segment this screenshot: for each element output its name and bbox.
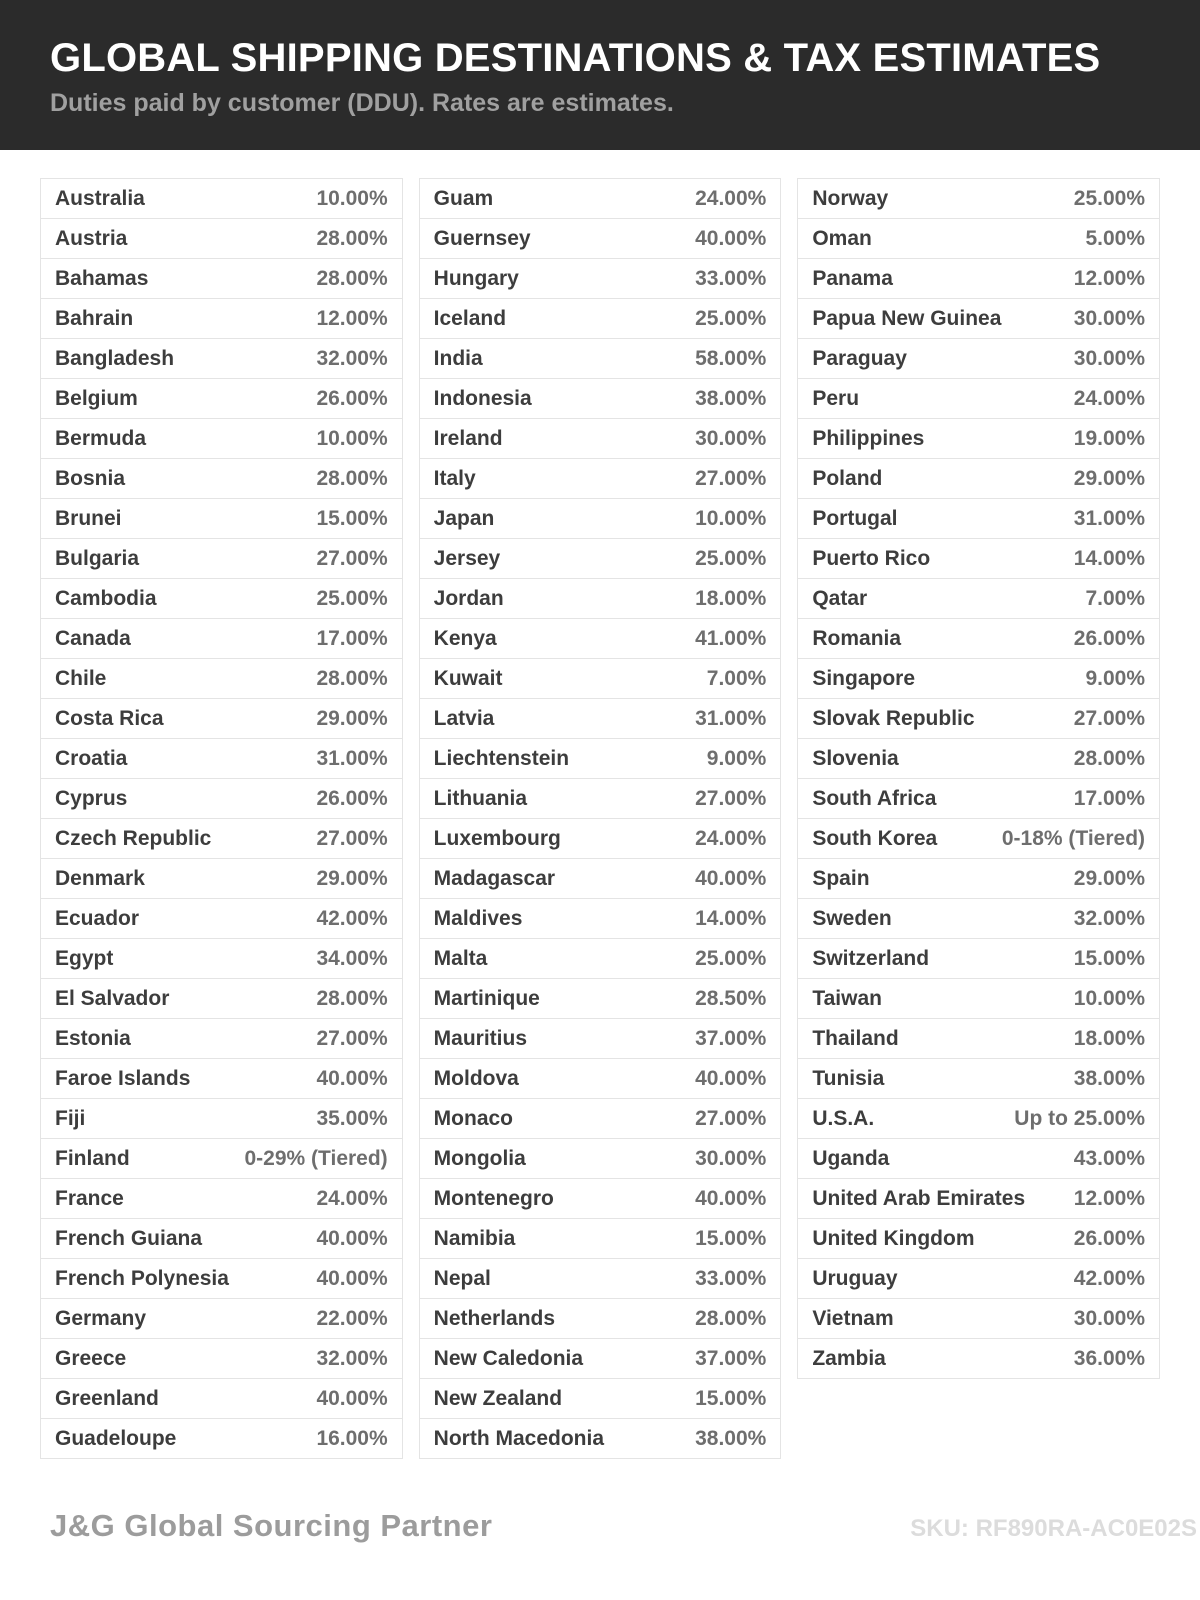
country-name: Australia — [55, 186, 145, 210]
country-name: Sweden — [812, 906, 892, 930]
table-row — [798, 699, 1159, 739]
tax-rate: 34.00% — [316, 946, 388, 970]
country-name: Ireland — [433, 426, 503, 450]
tax-rate: 26.00% — [316, 386, 388, 410]
tax-rate: 10.00% — [316, 426, 388, 450]
tax-rate: 24.00% — [695, 186, 767, 210]
tax-rate: 40.00% — [695, 1066, 767, 1090]
tax-rate: 40.00% — [316, 1226, 388, 1250]
tax-rate: 31.00% — [1073, 506, 1146, 530]
country-name: Faroe Islands — [55, 1066, 191, 1090]
tax-rate: 7.00% — [1085, 586, 1146, 610]
table-row — [420, 859, 781, 899]
tax-rate: 9.00% — [706, 746, 767, 770]
country-name: India — [433, 346, 483, 370]
country-name: Bahamas — [55, 266, 149, 290]
country-name: Costa Rica — [55, 706, 164, 730]
country-name: Indonesia — [433, 386, 532, 410]
country-name: Luxembourg — [433, 826, 561, 850]
tax-rate: 10.00% — [695, 506, 767, 530]
country-name: Mauritius — [433, 1026, 528, 1050]
table-row — [420, 219, 781, 259]
country-name: Moldova — [433, 1066, 519, 1090]
tax-rate: 28.00% — [695, 1306, 767, 1330]
table-row — [420, 779, 781, 819]
tax-rate: 29.00% — [316, 706, 388, 730]
country-name: Guernsey — [433, 226, 531, 250]
table-row — [41, 939, 402, 979]
table-row — [41, 539, 402, 579]
country-name: El Salvador — [55, 986, 170, 1010]
country-name: Uruguay — [812, 1266, 898, 1290]
tax-rate: 33.00% — [695, 1266, 767, 1290]
table-row — [420, 939, 781, 979]
table-row — [41, 1179, 402, 1219]
table-row — [798, 1179, 1159, 1219]
tax-rate: 28.00% — [1073, 746, 1146, 770]
country-name: Malta — [433, 946, 488, 970]
tax-rate: 25.00% — [695, 946, 767, 970]
country-name: Tunisia — [812, 1066, 885, 1090]
table-row — [798, 1139, 1159, 1179]
country-name: Nepal — [433, 1266, 491, 1290]
tax-rate: 27.00% — [695, 466, 767, 490]
tax-rate: 42.00% — [1073, 1266, 1146, 1290]
country-name: Cyprus — [55, 786, 128, 810]
tax-rate: 30.00% — [1073, 306, 1146, 330]
tax-rate: 40.00% — [316, 1066, 388, 1090]
tax-rate: 25.00% — [695, 306, 767, 330]
country-name: Maldives — [433, 906, 523, 930]
country-name: New Caledonia — [433, 1346, 584, 1370]
country-name: Uganda — [812, 1146, 890, 1170]
table-row — [41, 1219, 402, 1259]
table-row — [41, 179, 402, 219]
table-row — [420, 1259, 781, 1299]
table-row — [420, 1059, 781, 1099]
country-name: Iceland — [433, 306, 507, 330]
page-title: GLOBAL SHIPPING DESTINATIONS & TAX ESTIMATES — [50, 36, 1101, 80]
country-name: Brunei — [55, 506, 122, 530]
tax-rate: 15.00% — [316, 506, 388, 530]
table-row — [41, 699, 402, 739]
table-row — [798, 1099, 1159, 1139]
country-name: Romania — [812, 626, 902, 650]
country-name: Thailand — [812, 1026, 899, 1050]
tax-rate: 58.00% — [695, 346, 767, 370]
country-name: United Arab Emirates — [812, 1186, 1026, 1210]
table-row — [798, 739, 1159, 779]
country-name: Fiji — [55, 1106, 86, 1130]
country-name: United Kingdom — [812, 1226, 975, 1250]
country-name: Belgium — [55, 386, 138, 410]
table-row — [798, 179, 1159, 219]
tax-rate: 42.00% — [316, 906, 388, 930]
table-row — [41, 739, 402, 779]
country-name: Croatia — [55, 746, 128, 770]
country-name: Jordan — [433, 586, 504, 610]
tax-rate: Up to 25.00% — [1014, 1106, 1146, 1130]
country-name: Canada — [55, 626, 131, 650]
table-row — [420, 379, 781, 419]
tax-table-column-2 — [419, 178, 782, 1459]
table-row — [41, 579, 402, 619]
table-row — [420, 539, 781, 579]
country-name: French Polynesia — [55, 1266, 229, 1290]
table-row — [420, 699, 781, 739]
tax-rate: 10.00% — [316, 186, 388, 210]
tax-rate: 28.50% — [695, 986, 767, 1010]
tax-rate: 41.00% — [695, 626, 767, 650]
tax-rate: 35.00% — [316, 1106, 388, 1130]
tax-rate: 32.00% — [316, 1346, 388, 1370]
table-row — [41, 1139, 402, 1179]
country-name: Bulgaria — [55, 546, 140, 570]
tax-rate-table — [40, 178, 1160, 1459]
table-row — [798, 499, 1159, 539]
tax-rate: 25.00% — [1073, 186, 1146, 210]
country-name: Denmark — [55, 866, 145, 890]
tax-rate: 29.00% — [1073, 466, 1146, 490]
table-row — [798, 579, 1159, 619]
country-name: Ecuador — [55, 906, 140, 930]
tax-rate: 24.00% — [695, 826, 767, 850]
table-row — [41, 1259, 402, 1299]
country-name: Greenland — [55, 1386, 159, 1410]
country-name: Chile — [55, 666, 107, 690]
tax-rate: 15.00% — [695, 1386, 767, 1410]
tax-rate: 0-29% (Tiered) — [244, 1146, 388, 1170]
tax-rate: 17.00% — [1073, 786, 1146, 810]
country-name: Monaco — [433, 1106, 514, 1130]
tax-rate: 32.00% — [316, 346, 388, 370]
tax-rate: 15.00% — [1073, 946, 1146, 970]
page-subtitle: Duties paid by customer (DDU). Rates are estimates. — [50, 89, 674, 117]
country-name: Paraguay — [812, 346, 907, 370]
country-name: Spain — [812, 866, 870, 890]
country-name: South Africa — [812, 786, 937, 810]
country-name: Latvia — [433, 706, 495, 730]
country-name: Italy — [433, 466, 476, 490]
tax-table-column-1 — [40, 178, 403, 1459]
tax-rate: 14.00% — [695, 906, 767, 930]
tax-rate: 12.00% — [316, 306, 388, 330]
table-row — [41, 1299, 402, 1339]
table-row — [798, 819, 1159, 859]
table-row — [420, 179, 781, 219]
table-row — [420, 579, 781, 619]
table-row — [798, 459, 1159, 499]
country-name: Poland — [812, 466, 883, 490]
table-row — [420, 1219, 781, 1259]
tax-rate: 32.00% — [1073, 906, 1146, 930]
tax-rate: 29.00% — [1073, 866, 1146, 890]
tax-rate: 0-18% (Tiered) — [1001, 826, 1146, 850]
table-row — [420, 419, 781, 459]
table-row — [798, 419, 1159, 459]
tax-rate: 40.00% — [695, 226, 767, 250]
country-name: Oman — [812, 226, 872, 250]
tax-rate: 27.00% — [316, 1026, 388, 1050]
table-row — [420, 1379, 781, 1419]
tax-rate: 24.00% — [1073, 386, 1146, 410]
country-name: Madagascar — [433, 866, 556, 890]
country-name: Czech Republic — [55, 826, 212, 850]
country-name: Vietnam — [812, 1306, 894, 1330]
table-row — [420, 1179, 781, 1219]
sku-label: SKU: RF890RA-AC0E02S — [910, 1515, 1197, 1542]
country-name: Mongolia — [433, 1146, 526, 1170]
country-name: Cambodia — [55, 586, 157, 610]
tax-rate: 36.00% — [1073, 1346, 1146, 1370]
country-name: Singapore — [812, 666, 916, 690]
tax-rate: 24.00% — [316, 1186, 388, 1210]
table-row — [798, 1019, 1159, 1059]
tax-rate: 27.00% — [316, 546, 388, 570]
tax-rate: 28.00% — [316, 466, 388, 490]
table-row — [798, 1259, 1159, 1299]
table-row — [420, 1339, 781, 1379]
tax-rate: 30.00% — [695, 426, 767, 450]
country-name: France — [55, 1186, 124, 1210]
table-row — [41, 259, 402, 299]
country-name: U.S.A. — [812, 1106, 875, 1130]
tax-rate: 29.00% — [316, 866, 388, 890]
tax-rate: 22.00% — [316, 1306, 388, 1330]
country-name: French Guiana — [55, 1226, 203, 1250]
country-name: Zambia — [812, 1346, 886, 1370]
tax-rate: 38.00% — [1073, 1066, 1146, 1090]
table-row — [798, 859, 1159, 899]
table-row — [798, 1059, 1159, 1099]
table-row — [41, 899, 402, 939]
table-row — [798, 259, 1159, 299]
tax-rate: 16.00% — [316, 1426, 388, 1450]
tax-rate: 18.00% — [1073, 1026, 1146, 1050]
tax-rate: 27.00% — [695, 1106, 767, 1130]
table-row — [41, 219, 402, 259]
table-row — [798, 379, 1159, 419]
table-row — [41, 979, 402, 1019]
country-name: Bosnia — [55, 466, 126, 490]
table-row — [41, 1419, 402, 1458]
country-name: Germany — [55, 1306, 147, 1330]
tax-rate: 38.00% — [695, 386, 767, 410]
table-row — [798, 899, 1159, 939]
country-name: Estonia — [55, 1026, 131, 1050]
table-row — [798, 539, 1159, 579]
country-name: Finland — [55, 1146, 130, 1170]
table-row — [420, 299, 781, 339]
country-name: Portugal — [812, 506, 898, 530]
table-row — [798, 659, 1159, 699]
tax-rate: 30.00% — [1073, 346, 1146, 370]
tax-rate: 40.00% — [695, 1186, 767, 1210]
country-name: North Macedonia — [433, 1426, 605, 1450]
country-name: Bermuda — [55, 426, 147, 450]
table-row — [41, 779, 402, 819]
table-row — [41, 339, 402, 379]
tax-rate: 38.00% — [695, 1426, 767, 1450]
country-name: Martinique — [433, 986, 540, 1010]
tax-rate: 17.00% — [316, 626, 388, 650]
tax-rate: 27.00% — [316, 826, 388, 850]
country-name: Greece — [55, 1346, 127, 1370]
country-name: Netherlands — [433, 1306, 556, 1330]
tax-rate: 28.00% — [316, 226, 388, 250]
tax-rate: 5.00% — [1085, 226, 1146, 250]
table-row — [420, 459, 781, 499]
table-row — [798, 619, 1159, 659]
table-row — [420, 339, 781, 379]
table-row — [420, 1019, 781, 1059]
country-name: Austria — [55, 226, 128, 250]
tax-rate: 33.00% — [695, 266, 767, 290]
table-row — [798, 779, 1159, 819]
country-name: Liechtenstein — [433, 746, 570, 770]
country-name: Peru — [812, 386, 860, 410]
tax-rate: 26.00% — [316, 786, 388, 810]
tax-rate: 26.00% — [1073, 1226, 1146, 1250]
table-row — [41, 419, 402, 459]
table-row — [41, 499, 402, 539]
tax-rate: 40.00% — [316, 1386, 388, 1410]
tax-rate: 15.00% — [695, 1226, 767, 1250]
table-row — [420, 819, 781, 859]
country-name: Kenya — [433, 626, 497, 650]
tax-rate: 28.00% — [316, 666, 388, 690]
header-banner — [0, 0, 1200, 150]
country-name: Qatar — [812, 586, 868, 610]
country-name: New Zealand — [433, 1386, 563, 1410]
tax-rate: 40.00% — [316, 1266, 388, 1290]
country-name: Lithuania — [433, 786, 528, 810]
country-name: Guadeloupe — [55, 1426, 177, 1450]
tax-rate: 30.00% — [695, 1146, 767, 1170]
table-row — [798, 939, 1159, 979]
table-row — [420, 1299, 781, 1339]
table-row — [420, 1139, 781, 1179]
table-row — [420, 1099, 781, 1139]
country-name: Slovenia — [812, 746, 899, 770]
tax-rate: 31.00% — [316, 746, 388, 770]
tax-rate: 25.00% — [316, 586, 388, 610]
tax-rate: 40.00% — [695, 866, 767, 890]
country-name: Japan — [433, 506, 495, 530]
country-name: Philippines — [812, 426, 925, 450]
footer — [50, 1508, 1197, 1544]
country-name: Slovak Republic — [812, 706, 975, 730]
table-row — [41, 1339, 402, 1379]
country-name: Papua New Guinea — [812, 306, 1002, 330]
table-row — [420, 659, 781, 699]
tax-table-column-3 — [797, 178, 1160, 1379]
table-row — [798, 219, 1159, 259]
country-name: Hungary — [433, 266, 519, 290]
country-name: Namibia — [433, 1226, 516, 1250]
table-row — [41, 1379, 402, 1419]
table-row — [420, 899, 781, 939]
table-row — [798, 1339, 1159, 1378]
tax-rate: 7.00% — [706, 666, 767, 690]
tax-rate: 27.00% — [695, 786, 767, 810]
country-name: Norway — [812, 186, 889, 210]
table-row — [420, 739, 781, 779]
country-name: Montenegro — [433, 1186, 554, 1210]
country-name: Guam — [433, 186, 494, 210]
country-name: Bangladesh — [55, 346, 175, 370]
table-row — [798, 1219, 1159, 1259]
country-name: Kuwait — [433, 666, 503, 690]
tax-rate: 31.00% — [695, 706, 767, 730]
table-row — [420, 499, 781, 539]
table-row — [41, 819, 402, 859]
table-row — [41, 1099, 402, 1139]
table-row — [41, 459, 402, 499]
table-row — [41, 659, 402, 699]
tax-rate: 37.00% — [695, 1026, 767, 1050]
tax-rate: 26.00% — [1073, 626, 1146, 650]
tax-rate: 30.00% — [1073, 1306, 1146, 1330]
tax-rate: 12.00% — [1073, 1186, 1146, 1210]
tax-rate: 10.00% — [1073, 986, 1146, 1010]
tax-rate: 27.00% — [1073, 706, 1146, 730]
table-row — [798, 299, 1159, 339]
table-row — [41, 619, 402, 659]
country-name: Switzerland — [812, 946, 930, 970]
table-row — [420, 619, 781, 659]
country-name: Panama — [812, 266, 893, 290]
tax-rate: 18.00% — [695, 586, 767, 610]
country-name: Bahrain — [55, 306, 134, 330]
table-row — [41, 859, 402, 899]
tax-rate: 14.00% — [1073, 546, 1146, 570]
table-row — [798, 339, 1159, 379]
table-row — [41, 379, 402, 419]
tax-rate: 12.00% — [1073, 266, 1146, 290]
table-row — [420, 1419, 781, 1458]
country-name: Egypt — [55, 946, 114, 970]
table-row — [420, 979, 781, 1019]
tax-rate: 19.00% — [1073, 426, 1146, 450]
tax-rate: 25.00% — [695, 546, 767, 570]
table-row — [41, 1019, 402, 1059]
country-name: Puerto Rico — [812, 546, 931, 570]
country-name: South Korea — [812, 826, 938, 850]
table-row — [41, 1059, 402, 1099]
table-row — [420, 259, 781, 299]
tax-rate: 28.00% — [316, 986, 388, 1010]
table-row — [41, 299, 402, 339]
table-row — [798, 979, 1159, 1019]
tax-rate: 37.00% — [695, 1346, 767, 1370]
tax-rate: 28.00% — [316, 266, 388, 290]
country-name: Taiwan — [812, 986, 882, 1010]
table-row — [798, 1299, 1159, 1339]
brand-name: J&G Global Sourcing Partner — [50, 1508, 493, 1543]
country-name: Jersey — [433, 546, 501, 570]
tax-rate: 9.00% — [1085, 666, 1146, 690]
tax-rate: 43.00% — [1073, 1146, 1146, 1170]
